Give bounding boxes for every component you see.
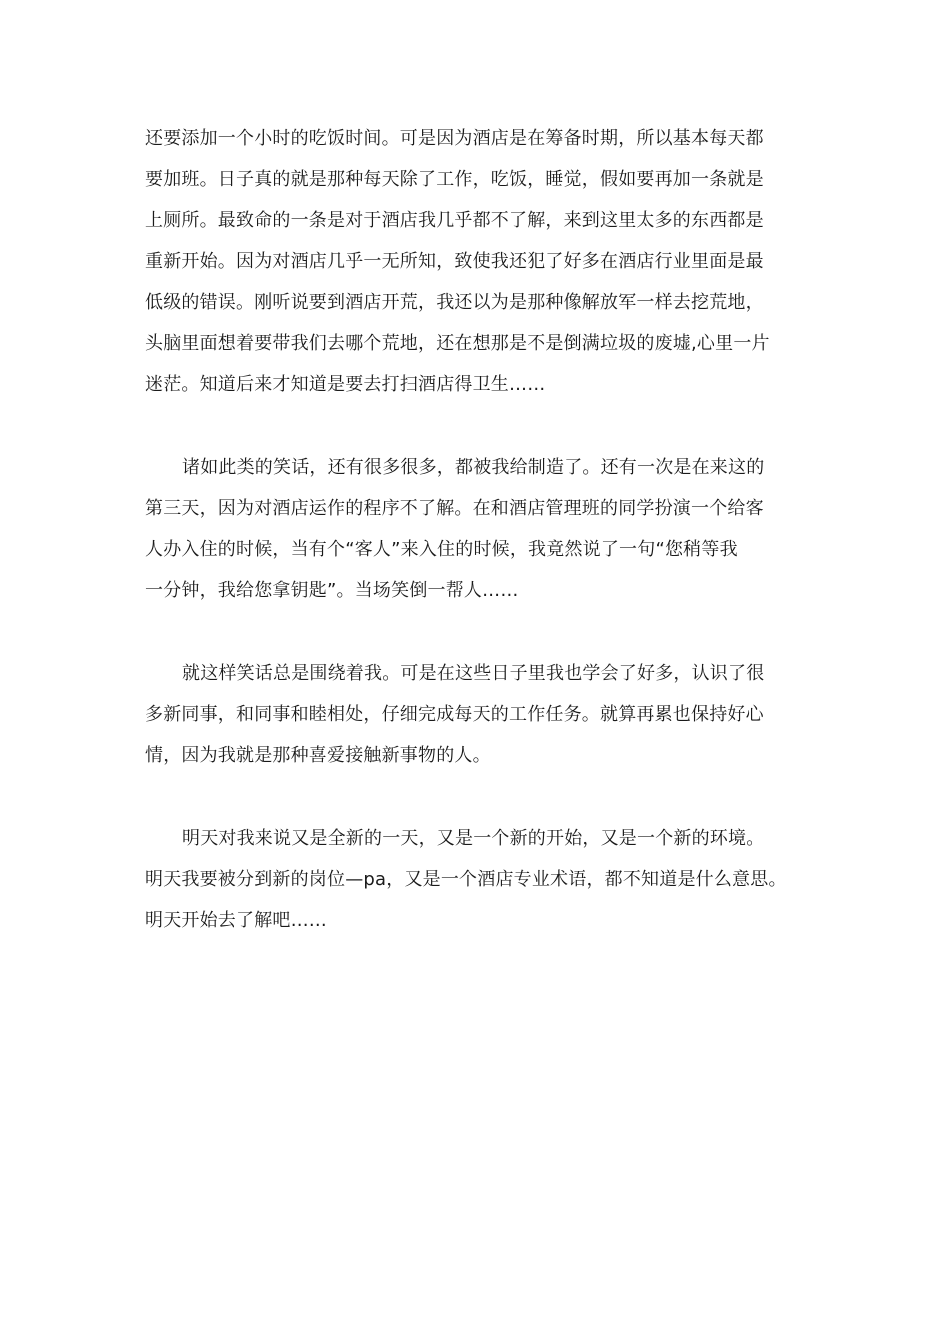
text-line: 情，因为我就是那种喜爱接触新事物的人。 <box>145 745 491 766</box>
paragraph-spacer <box>145 405 825 447</box>
text-line: 诸如此类的笑话，还有很多很多，都被我给制造了。还有一次是在来这的 <box>182 457 765 478</box>
text-line: 明天我要被分到新的岗位—pa，又是一个酒店专业术语，都不知道是什么意思。 <box>145 869 787 890</box>
text-line: 还要添加一个小时的吃饭时间。可是因为酒店是在筹备时期，所以基本每天都 <box>145 128 764 149</box>
text-line: 低级的错误。刚听说要到酒店开荒，我还以为是那种像解放军一样去挖荒地， <box>145 292 764 313</box>
text-line: 多新同事，和同事和睦相处，仔细完成每天的工作任务。就算再累也保持好心 <box>145 704 764 725</box>
paragraph-3 <box>145 653 825 776</box>
paragraph-1 <box>145 118 825 405</box>
text-line: 第三天，因为对酒店运作的程序不了解。在和酒店管理班的同学扮演一个给客 <box>145 498 764 519</box>
text-line: 一分钟，我给您拿钥匙”。当场笑倒一帮人…… <box>145 580 519 601</box>
text-line: 上厕所。最致命的一条是对于酒店我几乎都不了解，来到这里太多的东西都是 <box>145 210 764 231</box>
paragraph-2 <box>145 447 825 611</box>
text-line: 迷茫。知道后来才知道是要去打扫酒店得卫生…… <box>145 374 546 395</box>
text-line: 人办入住的时候，当有个“客人”来入住的时候，我竟然说了一句“您稍等我 <box>145 539 738 560</box>
text-line: 明天开始去了解吧…… <box>145 910 327 931</box>
paragraph-4 <box>145 818 825 941</box>
text-line: 要加班。日子真的就是那种每天除了工作，吃饭，睡觉，假如要再加一条就是 <box>145 169 764 190</box>
text-line: 就这样笑话总是围绕着我。可是在这些日子里我也学会了好多，认识了很 <box>182 663 765 684</box>
document-body <box>145 118 825 941</box>
text-line: 头脑里面想着要带我们去哪个荒地，还在想那是不是倒满垃圾的废墟,心里一片 <box>145 333 770 354</box>
paragraph-spacer <box>145 611 825 653</box>
paragraph-spacer <box>145 776 825 818</box>
text-line: 明天对我来说又是全新的一天，又是一个新的开始，又是一个新的环境。 <box>182 828 765 849</box>
text-line: 重新开始。因为对酒店几乎一无所知，致使我还犯了好多在酒店行业里面是最 <box>145 251 764 272</box>
